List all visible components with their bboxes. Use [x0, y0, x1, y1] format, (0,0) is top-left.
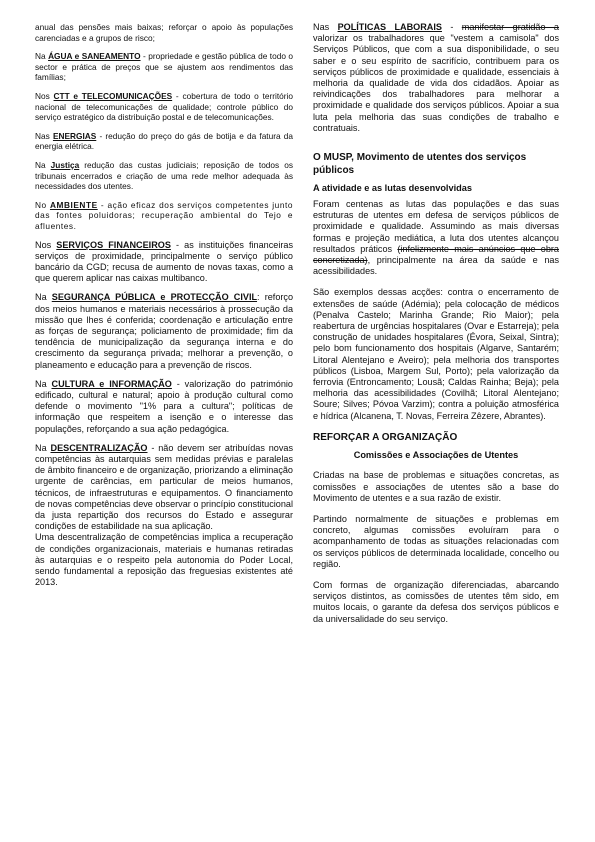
paragraph-foram: Foram centenas as lutas das populações e das suas estruturas de utentes em defesa de serviços públicos de proximidade e qualidade. Assumindo as mais diversas formas e projeção mediática, a luta dos utentes alcançou resultados práticos (infelizmente mais anúncios que obra concretizada), principalmente na área da saúde e nas acessibilidades. — [313, 199, 559, 277]
section-heading-musp: O MUSP, Movimento de utentes dos serviços públicos — [313, 152, 527, 176]
left-column — [35, 22, 293, 596]
paragraph-laborais: Nas POLÍTICAS LABORAIS - manifestar gratidão a valorizar os trabalhadores que "vestem a camisola" dos Serviços Públicos, que com a sua disponibilidade, o seu saber e o seu espírito de sacrifício, contribuem para os serviços públicos de proximidade e qualidade, essenciais à melhoria da qualidade de vida dos cidadãos. Apoiar as reivindicações dos trabalhadores para melhorar a proximidade e qualidade dos serviços públicos. Apoiar a sua luta pela melhoria das suas condições de trabalho e contratuais. — [313, 22, 559, 133]
paragraph-pensoes: anual das pensões mais baixas; reforçar o apoio às populações carenciadas e a grupos de risco; — [35, 22, 293, 43]
keyword-seguranca: SEGURANÇA PÚBLICA e PROTECÇÃO CIVIL — [51, 292, 258, 303]
paragraph-agua: Na ÁGUA e SANEAMENTO - propriedade e gestão pública de todo o sector e prática de preços que se ajustem aos rendimentos das famílias; — [35, 51, 293, 83]
keyword-laborais: POLÍTICAS LABORAIS — [337, 22, 442, 32]
subheading-comissoes: Comissões e Associações de Utentes — [353, 450, 519, 461]
section-heading-reforcar: REFORÇAR A ORGANIZAÇÃO — [313, 431, 458, 443]
paragraph-descentralizacao-2: Uma descentralização de competências implica a recuperação de condições organizacionais, materiais e humanas retiradas às autarquias e o respeito pela autonomia do Poder Local, sendo fundamental a reposição das freguesias existentes até 2013. — [35, 532, 293, 588]
paragraph-financeiros: Nos SERVIÇOS FINANCEIROS - as instituições financeiras serviços de proximidade, principalmente o serviço público bancário da CGD; recusa de aumento de novas taxas, como a que querem aplicar nas caixas multibanco. — [35, 239, 293, 284]
paragraph-energias: Nas ENERGIAS - redução do preço do gás de botija e da fatura da energia elétrica. — [35, 130, 293, 152]
keyword-energias: ENERGIAS — [52, 130, 97, 141]
keyword-descentralizacao: DESCENTRALIZAÇÃO — [50, 442, 148, 453]
paragraph-formas: Com formas de organização diferenciadas, abarcando serviços distintos, as comissões de utentes têm sido, em muitos locais, o garante da defesa dos serviços públicos e da universalidade do seu serviço. — [313, 580, 559, 624]
keyword-justica: Justiça — [50, 159, 80, 170]
struck-text: manifestar gratidão a — [461, 22, 559, 32]
paragraph-exemplos: São exemplos dessas acções: contra o encerramento de extensões de saúde (Adémia); pela colocação de médicos (Penalva Castelo; Marinha Grande; Rio Maior); pela reabertura de urgências hospitalares (Ovar e Estarreja); pela construção de unidades hospitalares (Évora, Seixal, Sintra); pelo bom funcionamento dos hospitais (Algarve, Santarém; Litoral Alentejano e Aveiro); pela melhoria dos transportes públicos (Lisboa, Margem Sul, Porto); pela valorização da ferrovia (Entroncamento; Lousã; Caldas Rainha; Beja); pela melhoria das acessibilidades (Covilhã; Litoral Alentejano; Soure; Silves; Póvoa Varzim); contra a poluição atmosférica e hídrica (Alcanena, T. Novas, Ferreira Zêzere, Abrantes). — [313, 287, 559, 421]
subheading-atividade: A atividade e as lutas desenvolvidas — [313, 183, 472, 194]
keyword-cultura: CULTURA e INFORMAÇÃO — [51, 378, 172, 389]
keyword-agua: ÁGUA e SANEAMENTO — [48, 51, 141, 62]
paragraph-descentralizacao: Na DESCENTRALIZAÇÃO - não devem ser atribuídas novas competências às autarquias sem medidas prévias e paralelas de âmbito financeiro e de organização, priorizando a eliminação urgente de carências, em particular de meios humanos, técnicos, de infraestruturas e equipamentos. O financiamento de novas competências deve observar o princípio constitucional da justa repartição dos recursos do Estado e assegurar condições de estabilidade na sua aplicação. — [35, 442, 293, 532]
paragraph-partindo: Partindo normalmente de situações e problemas em concreto, algumas comissões evoluíram para o acompanhamento de todas as situações relacionadas com os serviços públicos de determinada localidade, concelho ou região. — [313, 514, 559, 569]
paragraph-criadas: Criadas na base de problemas e situações concretas, as comissões e associações de utentes são a base do Movimento de utentes e a sua razão de existir. — [313, 470, 559, 503]
paragraph-cultura: Na CULTURA e INFORMAÇÃO - valorização do património edificado, cultural e natural; apoio à produção cultural como defende o movimento "1% para a cultura"; políticas de informação que respeitem a isenção e o interesse das populações, reforçando a sua ação pedagógica. — [35, 378, 293, 434]
paragraph-justica: Na Justiça redução das custas judiciais; reposição de todos os tribunais encerrados e criação de uma rede melhor adequada às necessidades dos utentes. — [35, 159, 293, 192]
struck-text: (infelizmente mais anúncios que obra concretizada) — [313, 243, 559, 266]
keyword-financeiros: SERVIÇOS FINANCEIROS — [56, 239, 171, 250]
paragraph-seguranca: Na SEGURANÇA PÚBLICA e PROTECÇÃO CIVIL: reforço dos meios humanos e materiais necessários à prossecução da missão que lhes é conferida; coordenação e articulação entre as forças de segurança; policiamento de proximidade; fim da tendência de municipalização da segurança interna e do crescimento da segurança privada; melhorar a prevenção, o planeamento e educação para a prevenção de riscos. — [35, 292, 294, 370]
keyword-ctt: CTT e TELECOMUNICAÇÕES — [53, 90, 173, 101]
right-column — [313, 22, 559, 633]
paragraph-ctt: Nos CTT e TELECOMUNICAÇÕES - cobertura de todo o território nacional de telecomunicações de qualidade; controle público do serviço estratégico da distribuição postal e de telecomunicações. — [35, 90, 293, 123]
paragraph-ambiente: No AMBIENTE - ação eficaz dos serviços competentes junto das fontes poluidoras; recuperação ambiental do Tejo e afluentes. — [35, 199, 293, 231]
keyword-ambiente: AMBIENTE — [49, 199, 98, 210]
